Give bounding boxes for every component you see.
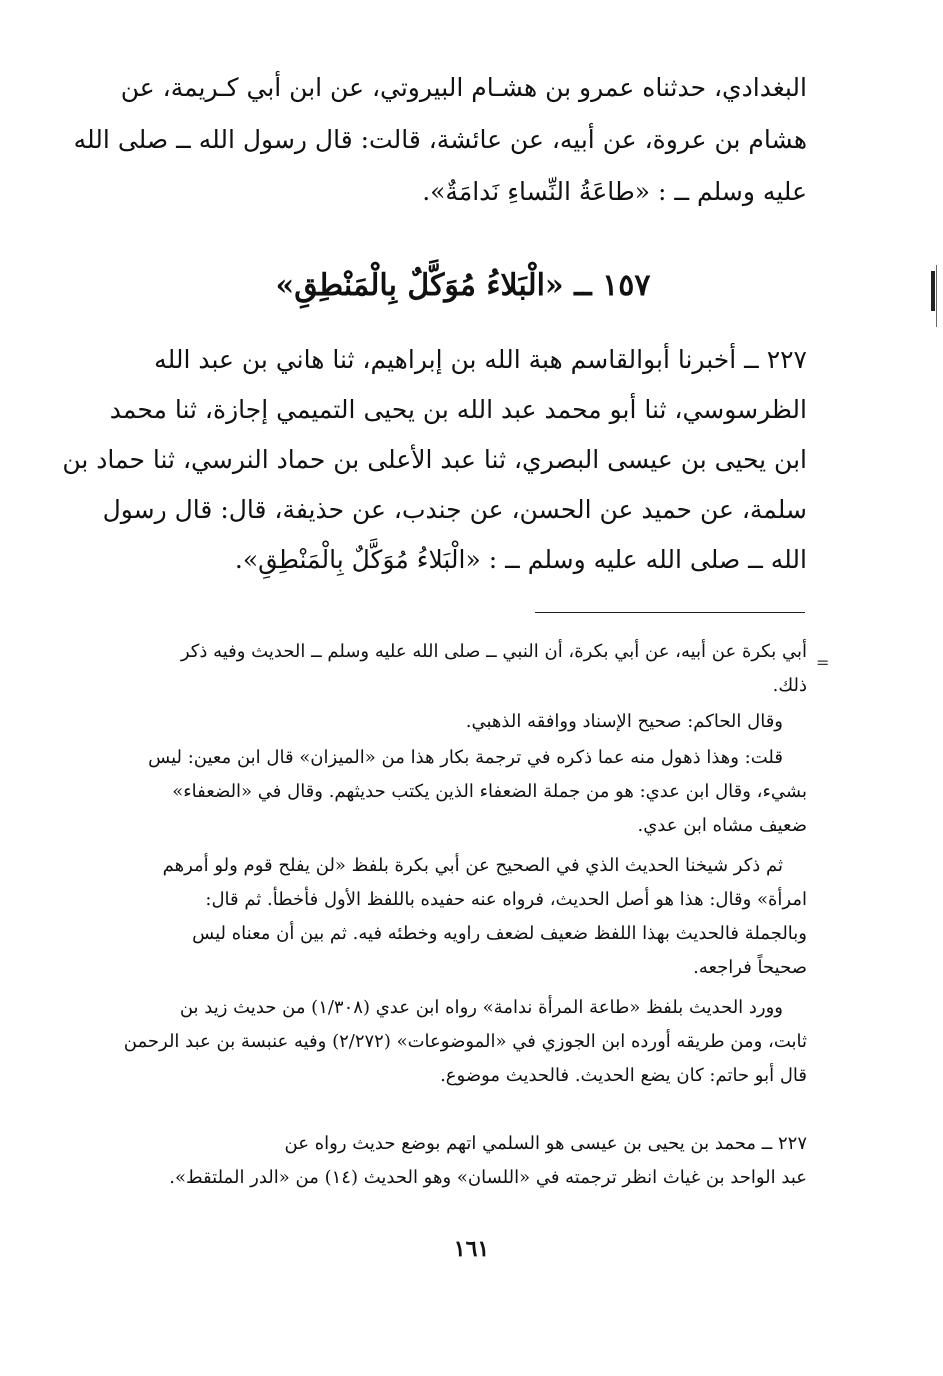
text-line: الله ــ صلى الله عليه وسلم ــ : «الْبَلاءُ مُوَكَّلٌ بِالْمَنْطِقِ». — [234, 545, 807, 574]
footnote-separator — [535, 612, 805, 613]
section-heading: ١٥٧ ــ «الْبَلاءُ مُوَكَّلٌ بِالْمَنْطِقِ» — [275, 268, 651, 303]
footnote-line: قلت: وهذا ذهول منه عما ذكره في ترجمة بكار هذا من «الميزان» قال ابن معين: ليس — [148, 747, 783, 768]
footnote-line: قال أبو حاتم: كان يضع الحديث. فالحديث موضوع. — [440, 1065, 807, 1086]
footnote-line: امرأة» وقال: هذا هو أصل الحديث، فرواه عنه حفيده باللفظ الأول فأخطأ. ثم قال: — [205, 889, 807, 910]
text-line: عليه وسلم ــ : «طاعَةُ النِّساءِ نَدامَةٌ». — [422, 177, 807, 206]
margin-mark — [936, 265, 937, 327]
footnote-line: عبد الواحد بن غياث انظر ترجمته في «اللسان» وهو الحديث (١٤) من «الدر الملتقط». — [169, 1167, 807, 1188]
text-line: سلمة، عن حميد عن الحسن، عن جندب، عن حذيفة، قال: قال رسول — [102, 495, 807, 524]
footnote-line: ذلك. — [772, 675, 807, 696]
text-line: ابن يحيى بن عيسى البصري، ثنا عبد الأعلى بن حماد النرسي، ثنا حماد بن — [62, 445, 807, 474]
footnote-line: أبي بكرة عن أبيه، عن أبي بكرة، أن النبي ــ صلى الله عليه وسلم ــ الحديث وفيه ذكر — [180, 641, 807, 662]
footnote-line: وقال الحاكم: صحيح الإسناد ووافقه الذهبي. — [465, 711, 783, 732]
footnote-line: ثابت، ومن طريقه أورده ابن الجوزي في «الموضوعات» (٢/٢٧٢) وفيه عنبسة بن عبد الرحمن — [123, 1031, 807, 1052]
page-number: ١٦١ — [453, 1236, 490, 1262]
footnote-line: ضعيف مشاه ابن عدي. — [637, 815, 807, 836]
footnote-line: بشيء، وقال ابن عدي: هو من جملة الضعفاء الذين يكتب حديثهم. وقال في «الضعفاء» — [172, 781, 807, 802]
text-line: البغدادي، حدثناه عمرو بن هشـام البيروتي، عن ابن أبي كـريمة، عن — [120, 73, 807, 102]
text-line: ٢٢٧ ــ أخبرنا أبوالقاسم هبة الله بن إبراهيم، ثنا هاني بن عبد الله — [154, 345, 807, 374]
text-line: الظرسوسي، ثنا أبو محمد عبد الله بن يحيى التميمي إجازة، ثنا محمد — [109, 395, 807, 424]
footnote-line: ثم ذكر شيخنا الحديث الذي في الصحيح عن أبي بكرة بلفظ «لن يفلح قوم ولو أمرهم — [162, 855, 783, 876]
continuation-mark: = — [816, 653, 830, 672]
footnote-line: ٢٢٧ ــ محمد بن يحيى بن عيسى هو السلمي اتهم بوضع حديث رواه عن — [284, 1133, 807, 1154]
footnote-line: وبالجملة فالحديث بهذا اللفظ ضعيف لضعف راويه وخطئه فيه. ثم بين أن معناه ليس — [192, 923, 807, 944]
footnote-line: وورد الحديث بلفظ «طاعة المرأة ندامة» رواه ابن عدي (١/٣٠٨) من حديث زيد بن — [179, 997, 783, 1018]
text-line: هشام بن عروة، عن أبيه، عن عائشة، قالت: قال رسول الله ــ صلى الله — [73, 125, 807, 154]
footnote-line: صحيحاً فراجعه. — [693, 957, 807, 978]
margin-mark — [931, 271, 935, 311]
